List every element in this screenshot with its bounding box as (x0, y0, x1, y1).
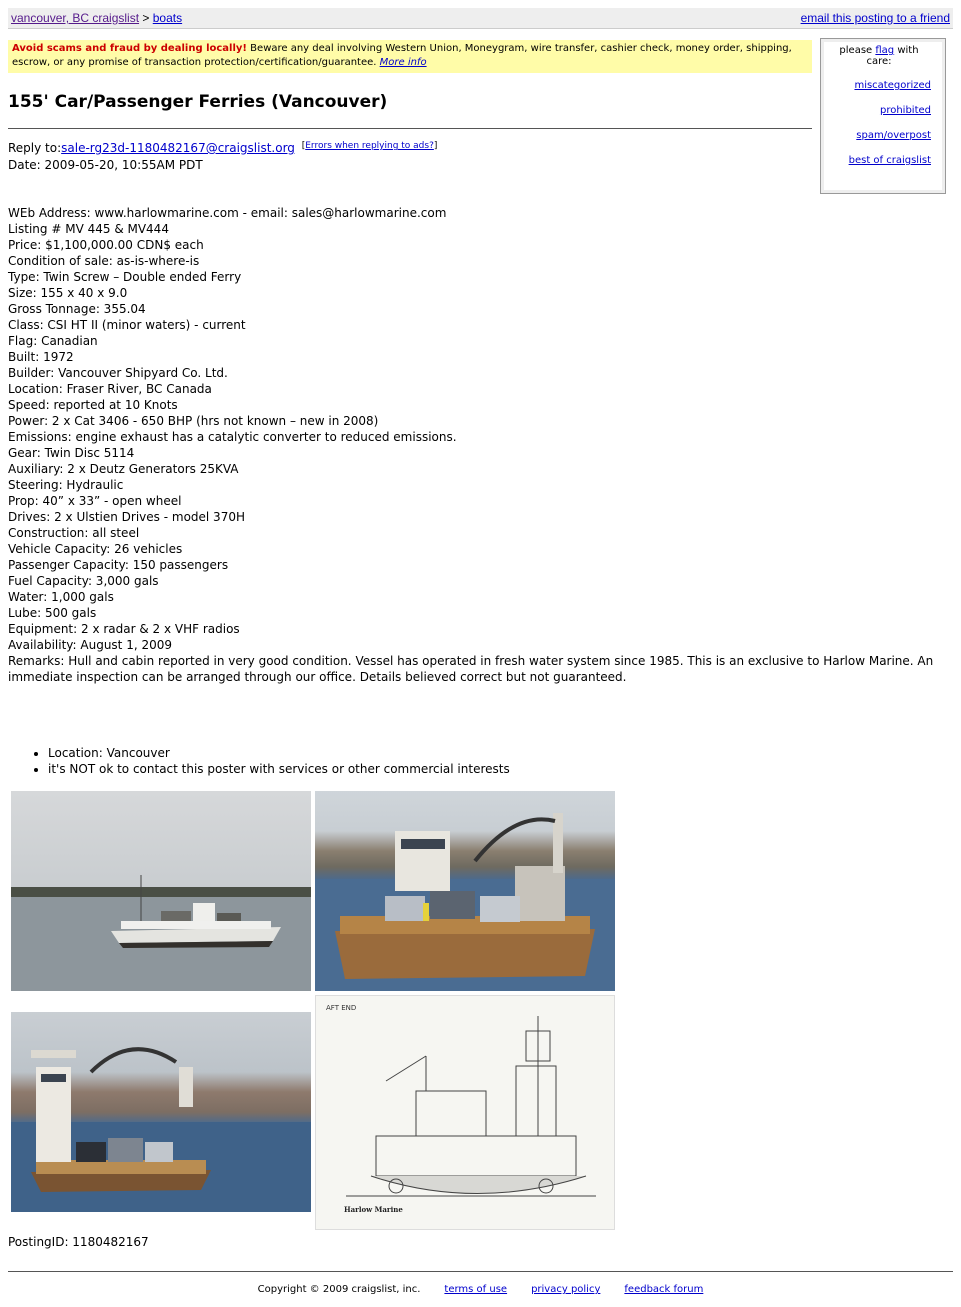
body-line: Size: 155 x 40 x 9.0 (8, 286, 128, 300)
posting-body (8, 205, 948, 685)
body-line: Listing # MV 445 & MV444 (8, 222, 169, 236)
footer-copyright: Copyright © 2009 craigslist, inc. (257, 1284, 421, 1295)
posting-notes-list (8, 745, 510, 777)
body-line: Price: $1,100,000.00 CDN$ each (8, 238, 204, 252)
drawing-caption: AFT END (326, 1004, 357, 1012)
scam-warning (8, 40, 812, 73)
reply-line (8, 141, 437, 155)
flag-miscategorized-link[interactable]: miscategorized (854, 80, 931, 91)
body-line: Fuel Capacity: 3,000 gals (8, 574, 159, 588)
list-item-contact-notice: • it's NOT ok to contact this poster with services or other commercial interests (48, 761, 510, 777)
footer-divider (8, 1271, 953, 1272)
breadcrumb (11, 11, 182, 25)
body-line: Builder: Vancouver Shipyard Co. Ltd. (8, 366, 228, 380)
body-line: Availability: August 1, 2009 (8, 638, 173, 652)
body-line: Flag: Canadian (8, 334, 98, 348)
body-line: Gross Tonnage: 355.04 (8, 302, 146, 316)
body-line: Lube: 500 gals (8, 606, 97, 620)
ferry-photo-cars-front[interactable] (315, 791, 615, 991)
body-line: Equipment: 2 x radar & 2 x VHF radios (8, 622, 240, 636)
ferry-technical-drawing[interactable] (315, 995, 615, 1230)
body-line: WEb Address: www.harlowmarine.com - email: sales@harlowmarine.com (8, 206, 447, 220)
flag-link[interactable]: flag (875, 45, 895, 56)
body-line: Drives: 2 x Ulstien Drives - model 370H (8, 510, 245, 524)
reply-email-link[interactable]: sale-rg23d-1180482167@craigslist.org (61, 141, 295, 155)
flag-spam-link[interactable]: spam/overpost (856, 130, 931, 141)
email-to-friend-link[interactable]: email this posting to a friend (800, 11, 950, 25)
body-line: Built: 1972 (8, 350, 74, 364)
flag-box (820, 38, 946, 194)
scam-warning-text: Beware any deal involving Western Union, Moneygram, wire transfer, cashier check, money order, shipping, escrow, or any promise of transaction protection/certification/guarantee. (12, 43, 792, 68)
ferry-photo-distant[interactable] (11, 791, 311, 991)
remarks-text: Remarks: Hull and cabin reported in very good condition. Vessel has operated in fresh water system since 1985. This is an exclusive to Harlow Marine. An immediate inspection can be arranged through our office. Details believed correct but not guaranteed. (8, 654, 934, 684)
body-line: Auxiliary: 2 x Deutz Generators 25KVA (8, 462, 239, 476)
body-line: Steering: Hydraulic (8, 478, 124, 492)
body-line: Location: Fraser River, BC Canada (8, 382, 212, 396)
title-divider (8, 128, 812, 129)
top-bar (8, 8, 953, 29)
body-line: Gear: Twin Disc 5114 (8, 446, 135, 460)
body-line: Type: Twin Screw – Double ended Ferry (8, 270, 242, 284)
posting-date: Date: 2009-05-20, 10:55AM PDT (8, 158, 203, 172)
errors-open-bracket: [ (301, 141, 306, 151)
body-line: Speed: reported at 10 Knots (8, 398, 178, 412)
body-line: Passenger Capacity: 150 passengers (8, 558, 229, 572)
flag-suffix: with care: (866, 45, 919, 67)
body-line: Water: 1,000 gals (8, 590, 114, 604)
drawing-logo: Harlow Marine (344, 1205, 403, 1214)
errors-note (302, 141, 438, 151)
page-title: 155' Car/Passenger Ferries (Vancouver) (8, 92, 388, 112)
body-line: Vehicle Capacity: 26 vehicles (8, 542, 183, 556)
breadcrumb-site-link[interactable]: vancouver, BC craigslist (11, 11, 140, 25)
breadcrumb-category-link[interactable]: boats (152, 11, 183, 25)
scam-warning-headline: Avoid scams and fraud by dealing locally! (12, 43, 247, 54)
posting-id: PostingID: 1180482167 (8, 1235, 149, 1249)
feedback-forum-link[interactable]: feedback forum (624, 1284, 704, 1295)
ferry-photo-cars-side[interactable] (11, 1012, 311, 1212)
more-info-link[interactable]: More info (379, 57, 427, 68)
flag-best-of-link[interactable]: best of craigslist (848, 155, 931, 166)
terms-of-use-link[interactable]: terms of use (444, 1284, 508, 1295)
body-line: Condition of sale: as-is-where-is (8, 254, 200, 268)
body-line: Emissions: engine exhaust has a catalytic converter to reduced emissions. (8, 430, 457, 444)
errors-replying-link[interactable]: Errors when replying to ads? (305, 141, 434, 151)
body-line: Construction: all steel (8, 526, 140, 540)
errors-close-bracket: ] (433, 141, 438, 151)
flag-prohibited-link[interactable]: prohibited (879, 105, 931, 116)
breadcrumb-separator: > (139, 11, 153, 25)
footer (0, 1284, 961, 1295)
body-line: Prop: 40” x 33” - open wheel (8, 494, 182, 508)
body-line: Power: 2 x Cat 3406 - 650 BHP (hrs not known – new in 2008) (8, 414, 379, 428)
flag-box-heading (827, 45, 931, 67)
list-item-location: • Location: Vancouver (48, 745, 510, 761)
body-line: Class: CSI HT II (minor waters) - current (8, 318, 246, 332)
privacy-policy-link[interactable]: privacy policy (531, 1284, 601, 1295)
flag-prefix: please (839, 45, 876, 56)
reply-label: Reply to: (8, 141, 62, 155)
